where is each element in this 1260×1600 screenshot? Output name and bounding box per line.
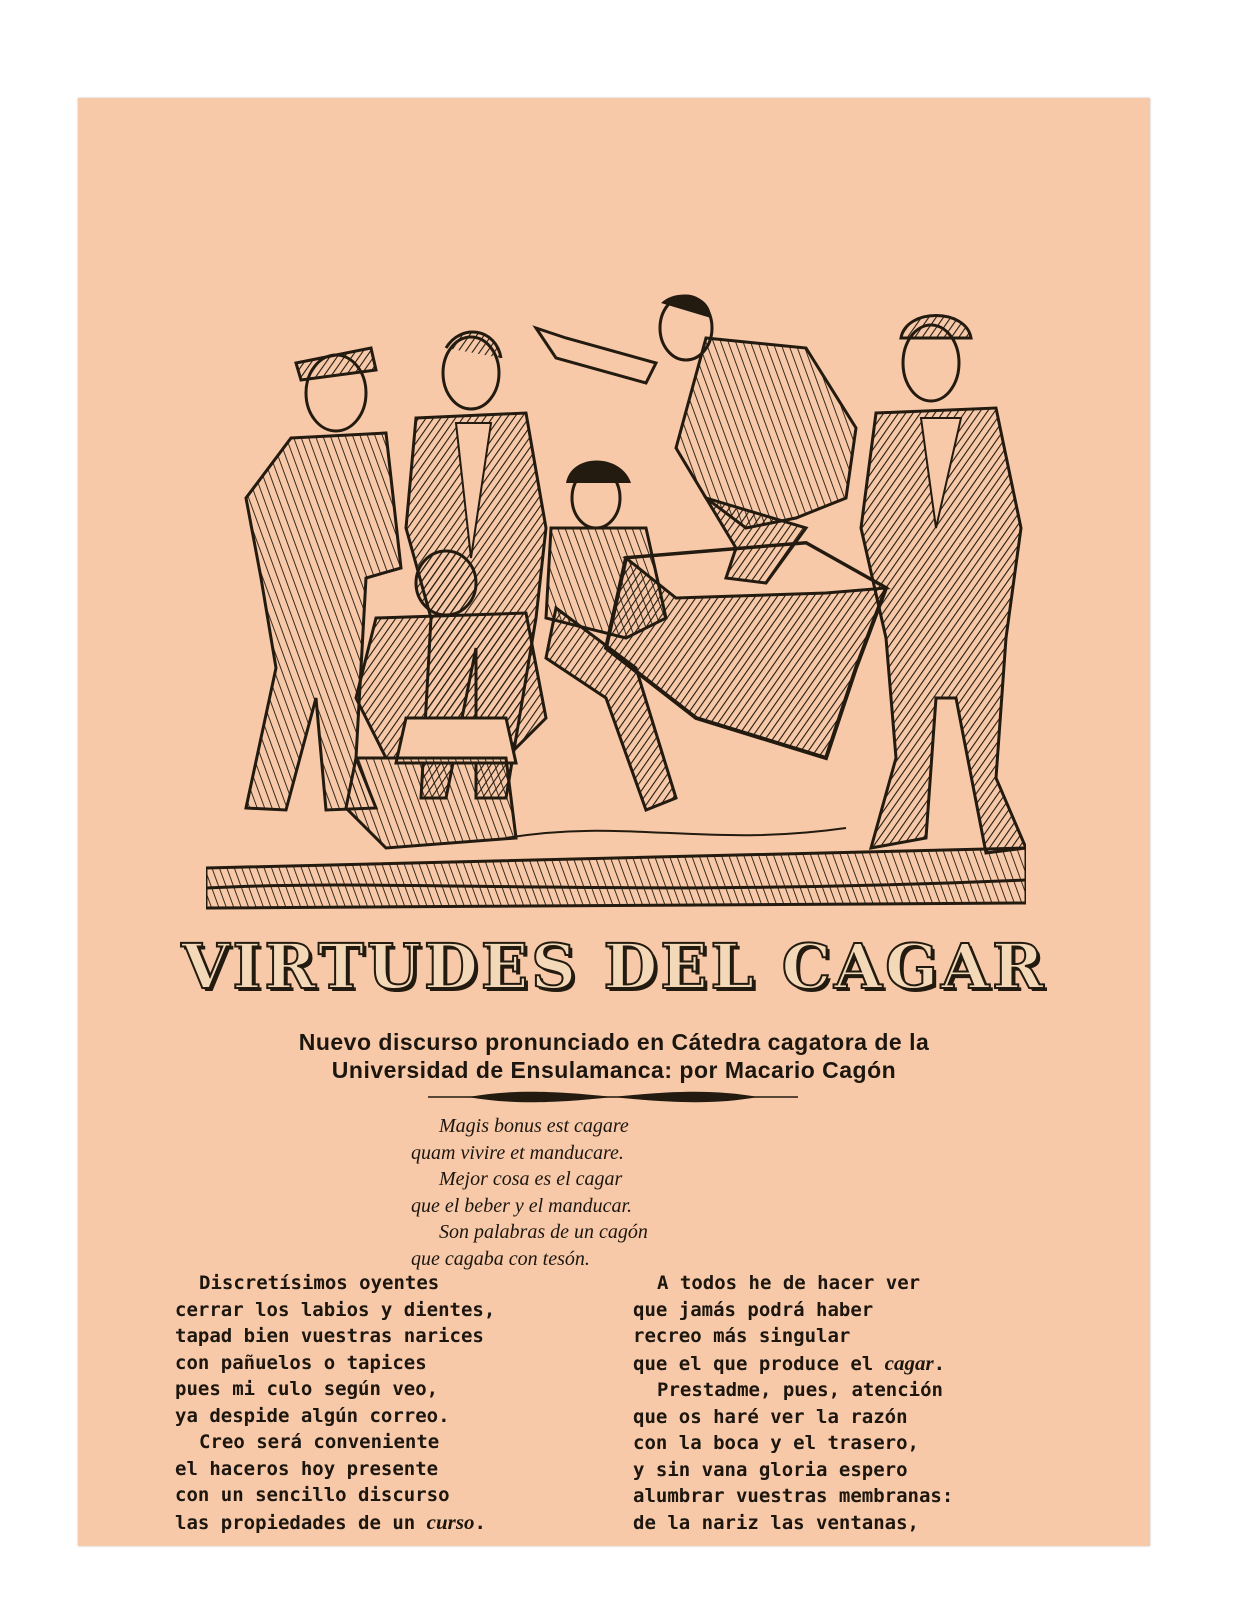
epigraph bbox=[411, 1113, 648, 1272]
verse-line: Creo será conveniente bbox=[199, 1431, 440, 1453]
verse-text: las propiedades de un bbox=[175, 1511, 427, 1534]
verse-line: ya despide algún correo. bbox=[175, 1404, 450, 1427]
italic-word: cagar bbox=[884, 1350, 934, 1375]
italic-word: curso bbox=[426, 1509, 475, 1534]
verse-line: pues mi culo según veo, bbox=[175, 1378, 439, 1400]
verse-line: cerrar los labios y dientes, bbox=[175, 1298, 496, 1321]
verse-line: de la nariz las ventanas, bbox=[633, 1511, 919, 1534]
verse-line: que jamás podrá haber bbox=[633, 1298, 874, 1321]
verse-line: con pañuelos o tapices bbox=[175, 1351, 427, 1374]
ornamental-divider bbox=[428, 1090, 798, 1104]
verse-line: Discretísimos oyentes bbox=[199, 1272, 440, 1294]
verse-line: y sin vana gloria espero bbox=[633, 1458, 908, 1481]
subtitle-line: Universidad de Ensulamanca: por Macario Cagón bbox=[331, 1057, 897, 1083]
epigraph-line: Mejor cosa es el cagar bbox=[439, 1168, 623, 1190]
epigraph-line: que el beber y el manducar. bbox=[411, 1194, 633, 1217]
verse-line: alumbrar vuestras membranas: bbox=[633, 1485, 954, 1507]
subtitle bbox=[78, 1028, 1150, 1084]
verse-line: con la boca y el trasero, bbox=[633, 1432, 919, 1454]
verse-line: A todos he de hacer ver bbox=[657, 1272, 921, 1294]
verse-text: . bbox=[474, 1511, 486, 1534]
woodcut-engraving-icon bbox=[206, 198, 1026, 913]
page-title: VIRTUDES DEL CAGAR bbox=[181, 930, 1047, 1003]
epigraph-line: que cagaba con tesón. bbox=[411, 1247, 590, 1270]
broadside-sheet bbox=[78, 98, 1150, 1546]
epigraph-line: quam vivire et manducare. bbox=[411, 1141, 624, 1164]
verse-column-right bbox=[633, 1270, 953, 1536]
verse-line: con un sencillo discurso bbox=[175, 1484, 450, 1506]
verse-text: . bbox=[933, 1352, 946, 1375]
verse-line: Prestadme, pues, atención bbox=[657, 1379, 943, 1401]
verse-line bbox=[633, 1350, 953, 1378]
verse-line: tapad bien vuestras narices bbox=[175, 1325, 484, 1347]
verse-column-left bbox=[175, 1270, 495, 1536]
verse-text: que el que produce el bbox=[633, 1352, 885, 1375]
verse-line: el haceros hoy presente bbox=[175, 1457, 439, 1480]
verse-line: recreo más singular bbox=[633, 1325, 851, 1347]
epigraph-line: Son palabras de un cagón bbox=[439, 1221, 648, 1243]
epigraph-line: Magis bonus est cagare bbox=[439, 1115, 629, 1137]
verse-line: que os haré ver la razón bbox=[633, 1405, 908, 1428]
subtitle-line: Nuevo discurso pronunciado en Cátedra cagatora de la bbox=[298, 1029, 930, 1055]
verse-line bbox=[175, 1509, 495, 1537]
